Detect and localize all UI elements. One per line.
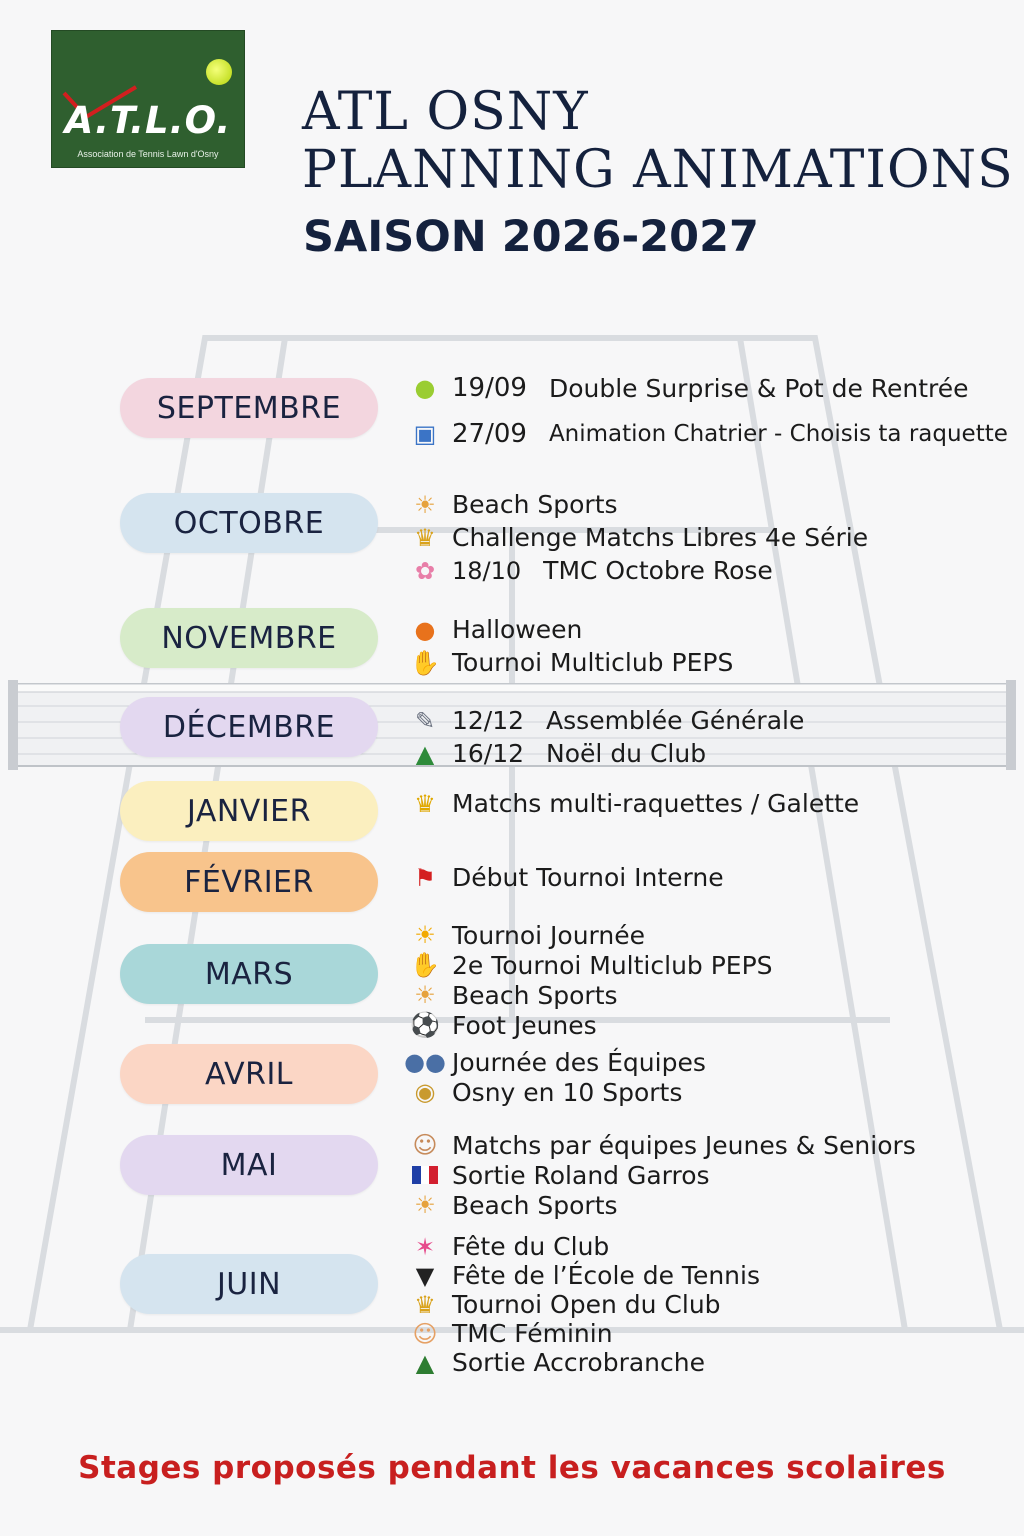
event-item: ▼ Fête de l’École de Tennis: [408, 1261, 760, 1290]
event-item: ☺ TMC Féminin: [408, 1319, 760, 1348]
sun-icon: ☀: [414, 921, 436, 949]
event-item: ▣ 27/09 Animation Chatrier - Choisis ta raquette: [408, 416, 1008, 452]
month-pill-avril: AVRIL: [120, 1044, 378, 1104]
events-fevrier: [408, 861, 724, 894]
event-item: ☀ Beach Sports: [408, 488, 868, 521]
island-icon: ☀: [414, 1191, 436, 1219]
event-item: ♛ Tournoi Open du Club: [408, 1290, 760, 1319]
month-pill-fevrier: FÉVRIER: [120, 852, 378, 912]
event-item: ✋ Tournoi Multiclub PEPS: [408, 646, 733, 679]
graduation-cap-icon: ▼: [415, 1261, 435, 1290]
handshake-icon: ✋: [410, 951, 440, 979]
island-icon: ☀: [414, 490, 436, 519]
event-item: ☀ Beach Sports: [408, 980, 773, 1010]
tennis-ball-icon: ●: [414, 374, 436, 402]
month-pill-septembre: SEPTEMBRE: [120, 378, 378, 438]
events-septembre: [408, 370, 1008, 452]
logo-subtitle: Association de Tennis Lawn d'Osny: [77, 149, 219, 159]
event-item: ▲ Sortie Accrobranche: [408, 1348, 760, 1377]
tennis-ball-icon: [206, 59, 232, 85]
events-decembre: [408, 704, 804, 770]
christmas-tree-icon: ▲: [415, 739, 435, 768]
month-pill-novembre: NOVEMBRE: [120, 608, 378, 668]
pumpkin-icon: ●: [414, 615, 436, 644]
events-octobre: [408, 488, 868, 587]
event-item: ✎ 12/12 Assemblée Générale: [408, 704, 804, 737]
man-icon: ☺: [412, 1131, 438, 1159]
red-flag-icon: ⚑: [414, 863, 436, 892]
club-logo: [51, 30, 245, 168]
party-popper-icon: ✶: [414, 1232, 436, 1261]
event-item: ♛ Matchs multi-raquettes / Galette: [408, 787, 859, 820]
event-item: ✶ Fête du Club: [408, 1232, 760, 1261]
events-mars: [408, 920, 773, 1040]
ribbon-icon: ✿: [414, 556, 436, 585]
people-icon: ●●: [404, 1048, 446, 1076]
stadium-icon: ▣: [413, 420, 437, 448]
month-pill-janvier: JANVIER: [120, 781, 378, 841]
month-pill-mars: MARS: [120, 944, 378, 1004]
france-flag-icon: [408, 1160, 442, 1190]
crown-icon: ♛: [414, 789, 436, 818]
soccer-ball-icon: ⚽: [410, 1011, 440, 1039]
events-avril: [404, 1047, 706, 1107]
event-item: Sortie Roland Garros: [408, 1160, 916, 1190]
island-icon: ☀: [414, 981, 436, 1009]
event-item: ✋ 2e Tournoi Multiclub PEPS: [408, 950, 773, 980]
event-item: ⚑ Début Tournoi Interne: [408, 861, 724, 894]
season-title: SAISON 2026-2027: [303, 212, 759, 262]
tree-icon: ▲: [415, 1348, 435, 1377]
event-item: ☺ Matchs par équipes Jeunes & Seniors: [408, 1130, 916, 1160]
page-title-line1: ATL OSNY: [302, 82, 589, 142]
logo-name: A.T.L.O.: [64, 99, 232, 142]
events-juin: [408, 1232, 760, 1377]
event-item: ☀ Beach Sports: [408, 1190, 916, 1220]
event-item: ♛ Challenge Matchs Libres 4e Série: [408, 521, 868, 554]
page-title-line2: PLANNING ANIMATIONS: [302, 140, 1014, 200]
month-pill-octobre: OCTOBRE: [120, 493, 378, 553]
event-item: ●● Journée des Équipes: [404, 1047, 706, 1077]
footer-note: Stages proposés pendant les vacances scolaires: [78, 1450, 946, 1486]
events-janvier: [408, 787, 859, 820]
woman-icon: ☺: [412, 1319, 438, 1348]
event-item: ☀ Tournoi Journée: [408, 920, 773, 950]
month-pill-decembre: DÉCEMBRE: [120, 697, 378, 757]
event-item: ⚽ Foot Jeunes: [408, 1010, 773, 1040]
event-item: ● 19/09 Double Surprise & Pot de Rentrée: [408, 370, 1008, 406]
trophy-icon: ♛: [414, 1290, 436, 1319]
event-item: ● Halloween: [408, 613, 733, 646]
trophy-icon: ♛: [414, 523, 436, 552]
handshake-icon: ✋: [410, 648, 440, 677]
event-item: ✿ 18/10 TMC Octobre Rose: [408, 554, 868, 587]
memo-icon: ✎: [414, 706, 436, 735]
event-item: ◉ Osny en 10 Sports: [408, 1077, 706, 1107]
medal-icon: ◉: [414, 1078, 436, 1106]
events-mai: [408, 1130, 916, 1220]
month-pill-mai: MAI: [120, 1135, 378, 1195]
month-pill-juin: JUIN: [120, 1254, 378, 1314]
event-item: ▲ 16/12 Noël du Club: [408, 737, 804, 770]
events-novembre: [408, 613, 733, 679]
